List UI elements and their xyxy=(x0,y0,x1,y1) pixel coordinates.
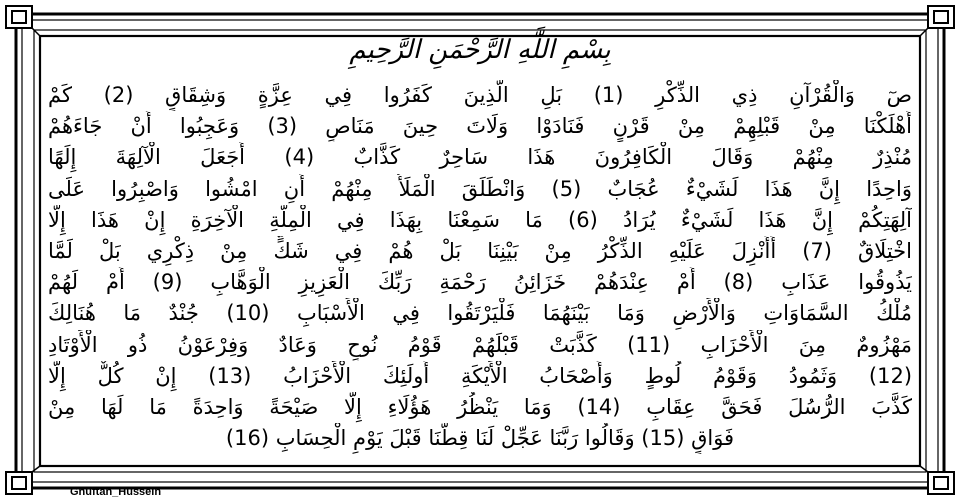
corner-ornament-bottom-left xyxy=(6,472,32,494)
author-credit: Ghuftan_Hussein xyxy=(70,486,162,498)
verse-line: (12) وَثَمُودُ وَقَوْمُ لُوطٍ وَأَصْحَابُ الْأَيْكَةِ أُولَئِكَ الْأَحْزَابُ (13) إِنْ كُلٌّ إِلَّا xyxy=(48,363,912,388)
corner-ornament-top-right xyxy=(928,6,954,28)
verse-line: مُنْذِرٌ مِنْهُمْ وَقَالَ الْكَافِرُونَ هَذَا سَاحِرٌ كَذَّابٌ (4) أَجَعَلَ الْآلِهَةَ إِلَهًا xyxy=(48,145,912,170)
corner-ornament-bottom-right xyxy=(928,472,954,494)
verse-line: وَاحِدًا إِنَّ هَذَا لَشَيْءٌ عُجَابٌ (5) وَانْطَلَقَ الْمَلَأُ مِنْهُمْ أَنِ امْشُوا وَاصْبِرُوا عَلَى xyxy=(48,176,912,201)
basmala-heading: بِسْمِ اللَّهِ الرَّحْمَنِ الرَّحِيمِ xyxy=(349,35,611,65)
verse-line: فَوَاقٍ (15) وَقَالُوا رَبَّنَا عَجِّلْ لَنَا قِطَّنَا قَبْلَ يَوْمِ الْحِسَابِ (16) xyxy=(225,426,735,451)
verse-line: أَهْلَكْنَا مِنْ قَبْلِهِمْ مِنْ قَرْنٍ فَنَادَوْا وَلَاتَ حِينَ مَنَاصٍ (3) وَعَجِبُوا أَنْ جَاءَهُمْ xyxy=(48,114,912,139)
verse-line: آلِهَتِكُمْ إِنَّ هَذَا لَشَيْءٌ يُرَادُ (6) مَا سَمِعْنَا بِهَذَا فِي الْمِلَّةِ الْآخِرَةِ إِنْ هَذَا إِلَّا xyxy=(48,207,912,232)
verse-line: اخْتِلَاقٌ (7) أَأُنْزِلَ عَلَيْهِ الذِّكْرُ مِنْ بَيْنِنَا بَلْ هُمْ فِي شَكٍّ مِنْ ذِكْرِي بَلْ لَمَّا xyxy=(48,238,912,263)
verse-line: يَذُوقُوا عَذَابِ (8) أَمْ عِنْدَهُمْ خَزَائِنُ رَحْمَةِ رَبِّكَ الْعَزِيزِ الْوَهَّابِ (9) أَمْ لَهُمْ xyxy=(48,270,912,295)
verse-line: مُلْكُ السَّمَاوَاتِ وَالْأَرْضِ وَمَا بَيْنَهُمَا فَلْيَرْتَقُوا فِي الْأَسْبَابِ (10) جُنْدٌ مَا هُنَالِكَ xyxy=(48,301,912,326)
verse-line: كَذَّبَ الرُّسُلَ فَحَقَّ عِقَابِ (14) وَمَا يَنْظُرُ هَؤُلَاءِ إِلَّا صَيْحَةً وَاحِدَةً مَا لَهَا مِنْ xyxy=(48,394,912,419)
verse-line: مَهْزُومٌ مِنَ الْأَحْزَابِ (11) كَذَّبَتْ قَبْلَهُمْ قَوْمُ نُوحٍ وَعَادٌ وَفِرْعَوْنُ ذُو الْأَوْتَادِ xyxy=(48,332,912,357)
verse-line: صٓ وَالْقُرْآنِ ذِي الذِّكْرِ (1) بَلِ الَّذِينَ كَفَرُوا فِي عِزَّةٍ وَشِقَاقٍ (2) كَمْ xyxy=(48,83,912,107)
quran-text-block xyxy=(48,80,912,454)
corner-ornament-top-left xyxy=(6,6,32,28)
